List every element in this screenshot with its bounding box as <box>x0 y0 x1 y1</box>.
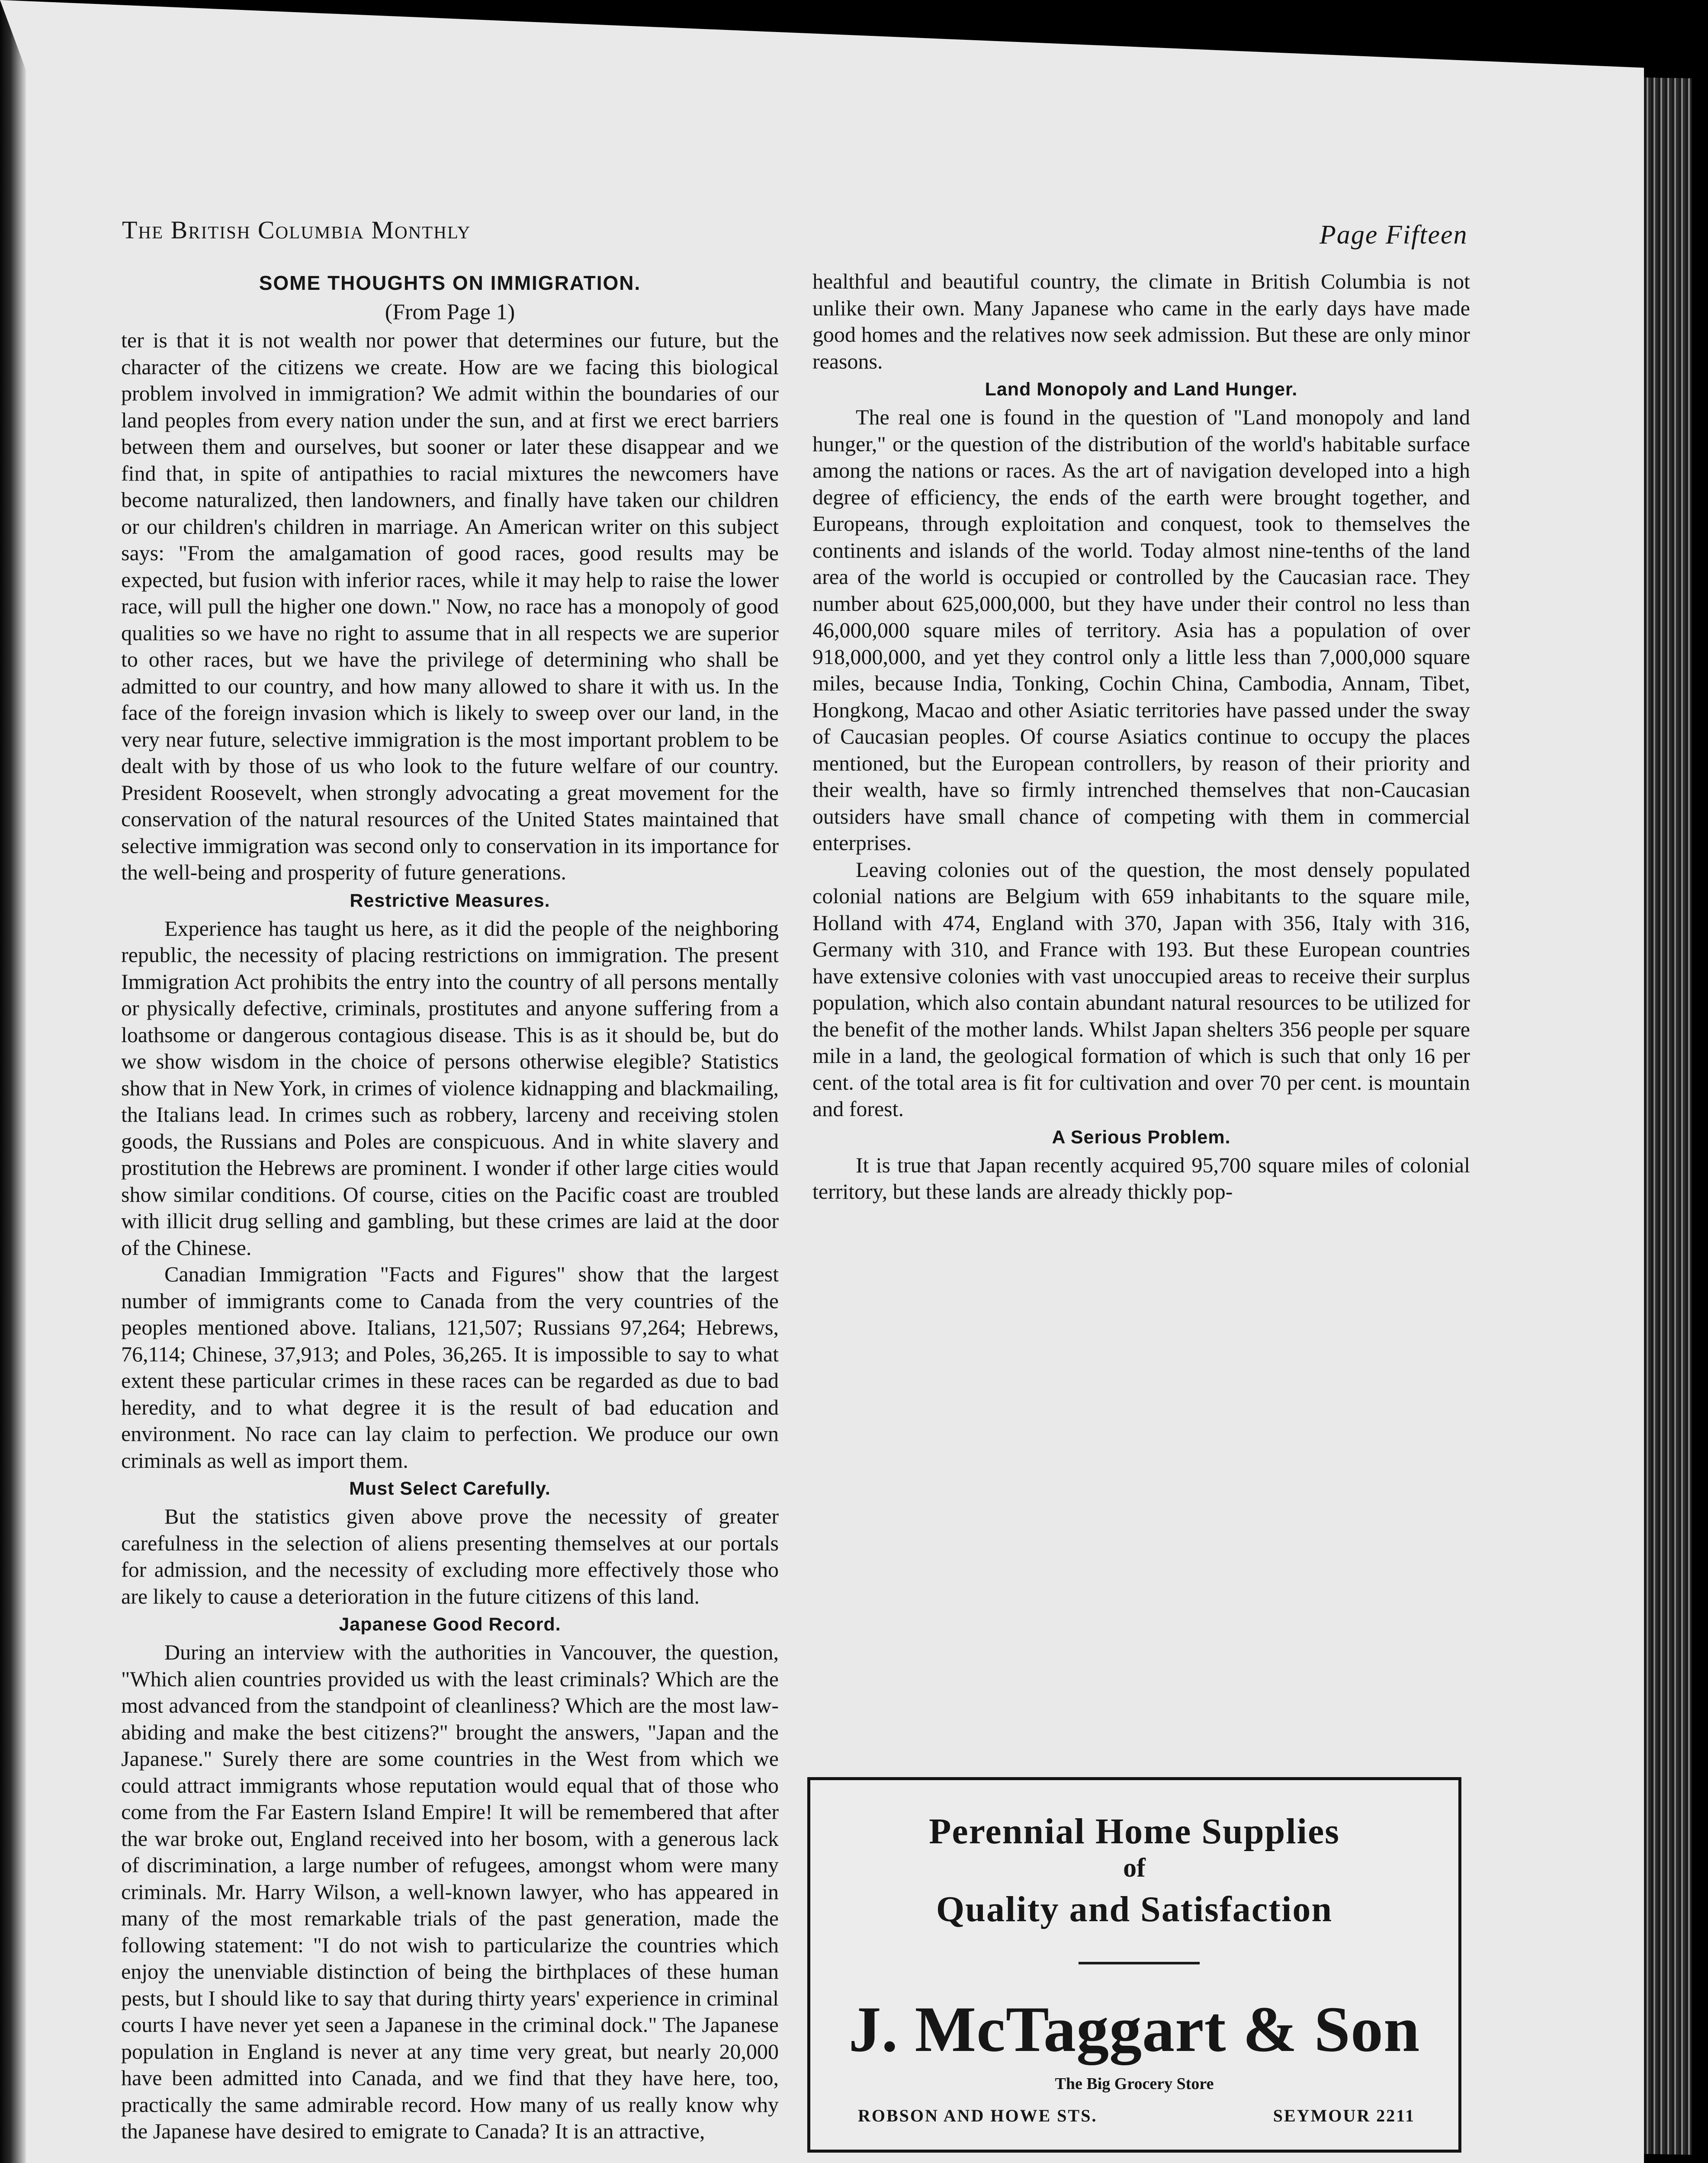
heading-must-select-carefully: Must Select Carefully. <box>349 1478 551 1499</box>
heading-japanese-good-record: Japanese Good Record. <box>339 1614 561 1635</box>
continuation-note: (From Page 1) <box>385 300 515 324</box>
advertisement <box>807 1777 1461 2153</box>
paragraph-3: Canadian Immigration "Facts and Figures" show that the largest number of immigrants come to Canada from the very countries of the peoples mentioned above. Italians, 121,507; Russians 97,264; Hebrews, 76,114; Chinese, 37,913; and Poles, 36,265. It is impossible to say to what extent these particular crimes in these races can be regarded as due to bad heredity, and to what degree it is the result of bad education and environment. No race can lay claim to perfection. We produce our own criminals as well as import them. <box>121 1262 779 1473</box>
paragraph-4: But the statistics given above prove the necessity of greater carefulness in the selection of aliens presenting themselves at our portals for admission, and the necessity of excluding more effectively those who are likely to cause a deterioration in the future citizens of this land. <box>121 1504 779 1608</box>
heading-restrictive-measures: Restrictive Measures. <box>350 890 550 911</box>
paragraph-7: Leaving colonies out of the question, the most densely populated colonial nations are Belgium with 659 inhabitants to the square mile, Holland with 474, England with 370, Japan with 356, Italy with 316, Germany with 310, and France with 193. But these European countries have extensive colonies with vast unoccupied areas to receive their surplus population, which also contain abundant natural resources to be utilized for the benefit of the mother lands. Whilst Japan shelters 356 people per square mile in a land, the geological formation of which is such that only 16 per cent. of the total area is fit for cultivation and over 70 per cent. is mountain and forest. <box>812 857 1470 1121</box>
paragraph-5-continued: healthful and beautiful country, the climate in British Columbia is not unlike their own. Many Japanese who came in the early days have made good homes and the relatives now seek admission. But these are only minor reasons. <box>812 269 1470 373</box>
paragraph-8: It is true that Japan recently acquired 95,700 square miles of colonial territory, but these lands are already thickly pop- <box>812 1152 1470 1203</box>
right-column <box>812 268 1470 1205</box>
page-number: Page Fifteen <box>1320 220 1468 250</box>
ad-connector: of <box>1123 1853 1146 1883</box>
paragraph-6: The real one is found in the question of "Land monopoly and land hunger," or the question of the distribution of the world's habitable surface among the nations or races. As the art of navigation developed into a high degree of efficiency, the ends of the earth were brought together, and Europeans, through exploitation and conquest, took to themselves the continents and islands of the world. Today almost nine-tenths of the land area of the world is occupied or controlled by the Caucasian race. They number about 625,000,000, but they have under their control no less than 46,000,000 square miles of territory. Asia has a population of over 918,000,000, and yet they control only a little less than 7,000,000 square miles, because India, Tonking, Cochin China, Cambodia, Annam, Tibet, Hongkong, Macao and other Asiatic territories have passed under the sway of Caucasian peoples. Of course Asiatics continue to occupy the places mentioned, but the European controllers, by reason of their priority and their wealth, have so firmly intrenched themselves that non-Caucasian outsiders have small chance of competing with them in commercial enterprises. <box>812 405 1470 855</box>
binding-shadow <box>0 0 26 2163</box>
article-title: SOME THOUGHTS ON IMMIGRATION. <box>259 272 641 294</box>
ad-tagline: The Big Grocery Store <box>1055 2075 1214 2093</box>
ad-address: ROBSON AND HOWE STS. <box>858 2106 1098 2125</box>
page-edges <box>1644 77 1692 2155</box>
left-column <box>121 268 779 2145</box>
heading-land-monopoly: Land Monopoly and Land Hunger. <box>985 379 1298 400</box>
ad-subheadline: Quality and Satisfaction <box>936 1889 1333 1929</box>
ad-divider <box>1079 1962 1200 1964</box>
ad-headline: Perennial Home Supplies <box>929 1811 1340 1852</box>
heading-serious-problem: A Serious Problem. <box>1052 1126 1231 1148</box>
ad-phone: SEYMOUR 2211 <box>1273 2106 1415 2125</box>
paragraph-5: During an interview with the authorities in Vancouver, the question, "Which alien countries provided us with the least criminals? Which are the most advanced from the standpoint of cleanliness? Which are the most law-abiding and make the best citizens?" brought the answers, "Japan and the Japanese." Surely there are some countries in the West from which we could attract immigrants whose reputation would equal that of those who come from the Far Eastern Island Empire! It will be remembered that after the war broke out, England received into her bosom, with a generous lack of discrimination, a large number of refugees, amongst whom were many criminals. Mr. Harry Wilson, a well-known lawyer, who has appeared in many of the most remarkable trials of the past generation, made the following statement: "I do not wish to particularize the countries which enjoy the unenviable distinction of being the birthplaces of these human pests, but I should like to say that during thirty years' experience in criminal courts I have never yet seen a Japanese in the criminal dock." The Japanese population in England is never at any time very great, but nearly 20,000 have been admitted into Canada, and we find that they have here, too, practically the same admirable record. How many of us really know why the Japanese have desired to emigrate to Canada? It is an attractive, <box>121 1640 779 2143</box>
ad-brand-name: J. McTaggart & Son <box>848 1993 1420 2065</box>
paragraph-1: ter is that it is not wealth nor power that determines our future, but the character of the citizens we create. How are we facing this biological problem involved in immigration? We admit within the boundaries of our land peoples from every nation under the sun, and at first we erect barriers between them and ourselves, but sooner or later these disappear and we find that, in spite of antipathies to racial mixtures the newcomers have become naturalized, then landowners, and finally have taken our children or our children's children in marriage. An American writer on this subject says: "From the amalgamation of good races, good results may be expected, but fusion with inferior races, while it may help to raise the lower race, will pull the higher one down." Now, no race has a monopoly of good qualities so we have no right to assume that in all respects we are superior to other races, but we have the privilege of determining who shall be admitted to our country, and how many allowed to share it with us. In the face of the foreign invasion which is likely to sweep over our land, in the very near future, selective immigration is the most important problem to be dealt with by those of us who look to the future welfare of our country. President Roosevelt, when strongly advocating a great movement for the conservation of the natural resources of the United States maintained that selective immigration was second only to conservation in its importance for the well-being and prosperity of future generations. <box>121 328 779 884</box>
paragraph-2: Experience has taught us here, as it did the people of the neighboring republic, the necessity of placing restrictions on immigration. The present Immigration Act prohibits the entry into the country of all persons mentally or physically defective, criminals, prostitutes and anyone suffering from a loathsome or dangerous contagious disease. This is as it should be, but do we show wisdom in the choice of persons otherwise elegible? Statistics show that in New York, in crimes of violence kidnapping and blackmailing, the Italians lead. In crimes such as robbery, larceny and receiving stolen goods, the Russians and Poles are conspicuous. And in white slavery and prostitution the Hebrews are prominent. I wonder if other large cities would show similar conditions. Of course, cities on the Pacific coast are troubled with illicit drug selling and gambling, but these crimes are laid at the door of the Chinese. <box>121 916 779 1260</box>
running-header-title: The British Columbia Monthly <box>122 216 471 244</box>
